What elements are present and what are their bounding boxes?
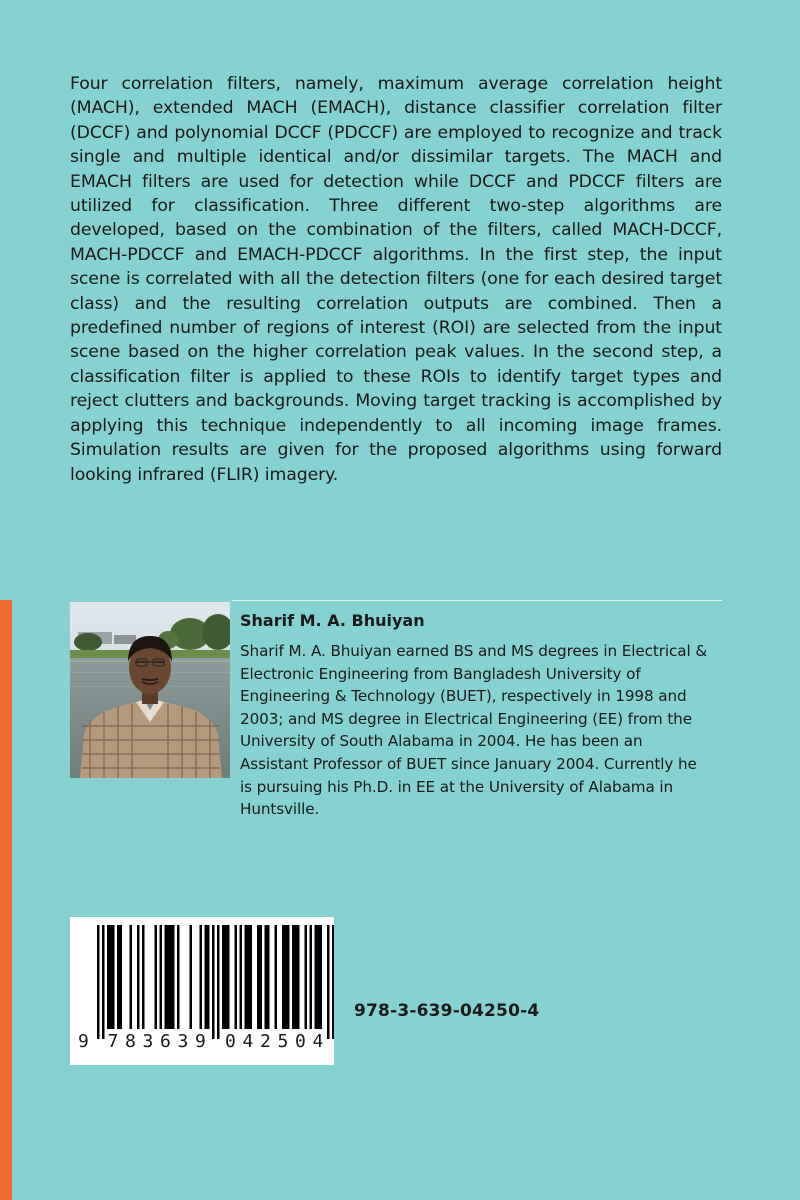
barcode-bar bbox=[282, 925, 290, 1029]
barcode-bar bbox=[245, 925, 253, 1029]
author-photo bbox=[70, 602, 230, 778]
barcode-bar bbox=[235, 925, 238, 1029]
author-name: Sharif M. A. Bhuiyan bbox=[240, 611, 425, 630]
barcode-bar bbox=[275, 925, 278, 1029]
barcode-bar bbox=[257, 925, 262, 1029]
abstract-text: Four correlation filters, namely, maximum average correlation height (MACH), extended MACH (EMACH), distance classifier correlation filter (DCCF) and polynomial DCCF (PDCCF) are employed to recognize and track single and multiple identical and/or dissimilar targets. The MACH and EMACH filters are used for detection while DCCF and PDCCF filters are utilized for classification. Three different two-step algorithms are developed, based on the combination of the filters, called MACH-DCCF, MACH-PDCCF and EMACH-PDCCF algorithms. In the first step, the input scene is correlated with all the detection filters (one for each desired target class) and the resulting correlation outputs are combined. Then a predefined number of regions of interest (ROI) are selected from the input scene based on the higher correlation peak values. In the second step, a classification filter is applied to these ROIs to identify target types and reject clutters and backgrounds. Moving target tracking is accomplished by applying this technique independently to all incoming image frames. Simulation results are given for the proposed algorithms using forward looking infrared (FLIR) imagery. bbox=[70, 74, 722, 485]
barcode-bar bbox=[305, 925, 308, 1029]
barcode-bar bbox=[177, 925, 180, 1029]
barcode-digit: 7 bbox=[107, 1031, 119, 1052]
barcode-bar bbox=[142, 925, 145, 1029]
isbn-number: 978-3-639-04250-4 bbox=[354, 1001, 540, 1021]
barcode-bar bbox=[292, 925, 300, 1029]
barcode-digit: 4 bbox=[242, 1031, 254, 1052]
barcode-bar bbox=[205, 925, 210, 1029]
barcode-bar bbox=[165, 925, 175, 1029]
barcode-digit: 3 bbox=[142, 1031, 154, 1052]
barcode bbox=[70, 917, 334, 1065]
barcode-guard-bar bbox=[327, 925, 330, 1039]
barcode-bar bbox=[240, 925, 243, 1029]
barcode-digits bbox=[70, 1030, 334, 1054]
accent-strip bbox=[0, 600, 12, 1200]
barcode-bar bbox=[310, 925, 313, 1029]
barcode-guard-bar bbox=[212, 925, 215, 1039]
barcode-guard-bar bbox=[97, 925, 100, 1039]
barcode-digit: 0 bbox=[295, 1031, 306, 1052]
barcode-digit: 2 bbox=[260, 1031, 271, 1052]
barcode-bar bbox=[137, 925, 140, 1029]
barcode-bar bbox=[222, 925, 230, 1029]
barcode-guard-bar bbox=[217, 925, 220, 1039]
barcode-bar bbox=[265, 925, 270, 1029]
barcode-digit: 0 bbox=[225, 1031, 236, 1052]
barcode-digit: 5 bbox=[277, 1031, 289, 1052]
barcode-bar bbox=[160, 925, 163, 1029]
barcode-bar bbox=[315, 925, 323, 1029]
barcode-bar bbox=[155, 925, 158, 1029]
author-divider bbox=[232, 600, 722, 601]
barcode-guard-bar bbox=[102, 925, 105, 1039]
barcode-bar bbox=[130, 925, 133, 1029]
barcode-bar bbox=[107, 925, 115, 1029]
barcode-digit: 9 bbox=[78, 1031, 89, 1052]
author-bio: Sharif M. A. Bhuiyan earned BS and MS degrees in Electrical & Electronic Engineering from Bangladesh University of Engineering & Technology (BUET), respectively in 1998 and 2003; and MS degree in Electrical Engineering (EE) from the University of South Alabama in 2004. He has been an Assistant Professor of BUET since January 2004. Currently he is pursuing his Ph.D. in EE at the University of Alabama in Huntsville. bbox=[240, 642, 708, 819]
barcode-bar bbox=[200, 925, 203, 1029]
barcode-bar bbox=[190, 925, 193, 1029]
barcode-digit: 9 bbox=[195, 1031, 206, 1052]
barcode-digit: 6 bbox=[160, 1031, 171, 1052]
barcode-digit: 3 bbox=[177, 1031, 189, 1052]
barcode-digit: 8 bbox=[125, 1031, 136, 1052]
barcode-bar bbox=[117, 925, 122, 1029]
barcode-digit: 4 bbox=[312, 1031, 324, 1052]
barcode-guard-bar bbox=[332, 925, 334, 1039]
